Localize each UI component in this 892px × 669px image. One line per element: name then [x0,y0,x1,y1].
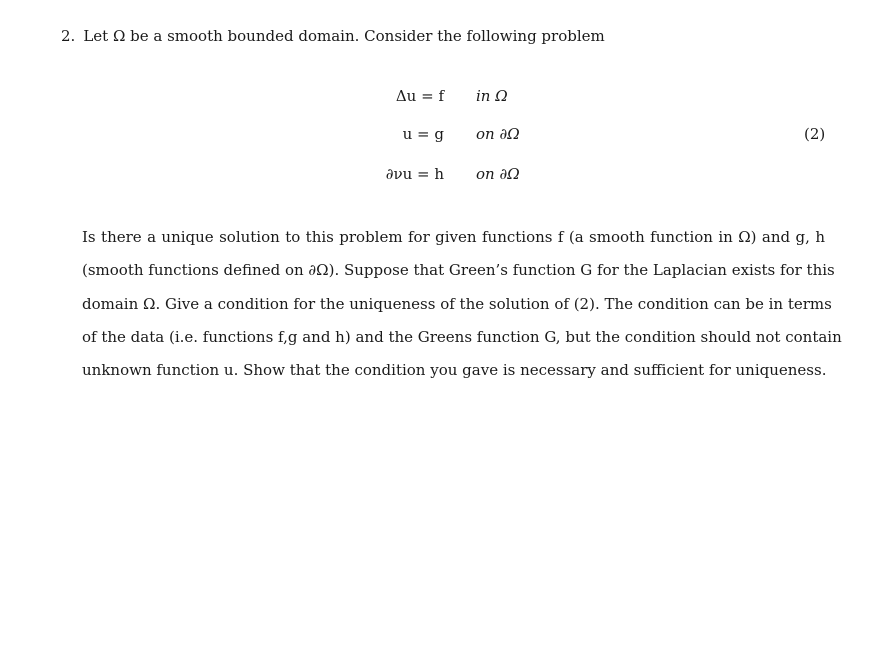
paragraph-line: of the data (i.e. functions f,g and h) and the Greens function G, but the condition should not contain [82,327,842,346]
equation-number: (2) [804,125,826,143]
equation-lhs: u = g [402,125,444,143]
equation-lhs: Δu = f [395,87,444,105]
equation-domain: on ∂Ω [476,165,520,183]
problem-question-paragraph [82,221,842,387]
equation-domain: on ∂Ω [476,125,520,143]
paragraph-line: Is there a unique solution to this problem for given functions f (a smooth function in Ω) and g, h [82,228,825,246]
paragraph-line: (smooth functions defined on ∂Ω). Suppose that Green’s function G for the Laplacian exists for this [82,261,835,280]
equation-row [0,84,892,108]
equation-row [0,122,892,146]
equation-lhs: ∂νu = h [385,165,444,183]
paragraph-line: domain Ω. Give a condition for the uniqueness of the solution of (2). The condition can be in terms [82,294,832,313]
equation-domain: in Ω [476,87,508,105]
equation-system [0,84,892,194]
equation-row [0,162,892,186]
problem-intro-text: Let Ω be a smooth bounded domain. Consider the following problem [83,27,605,45]
paragraph-line: unknown function u. Show that the condition you gave is necessary and sufficient for uniqueness. [82,361,827,380]
problem-number: 2. [61,27,76,45]
problem-statement-intro [61,26,605,46]
